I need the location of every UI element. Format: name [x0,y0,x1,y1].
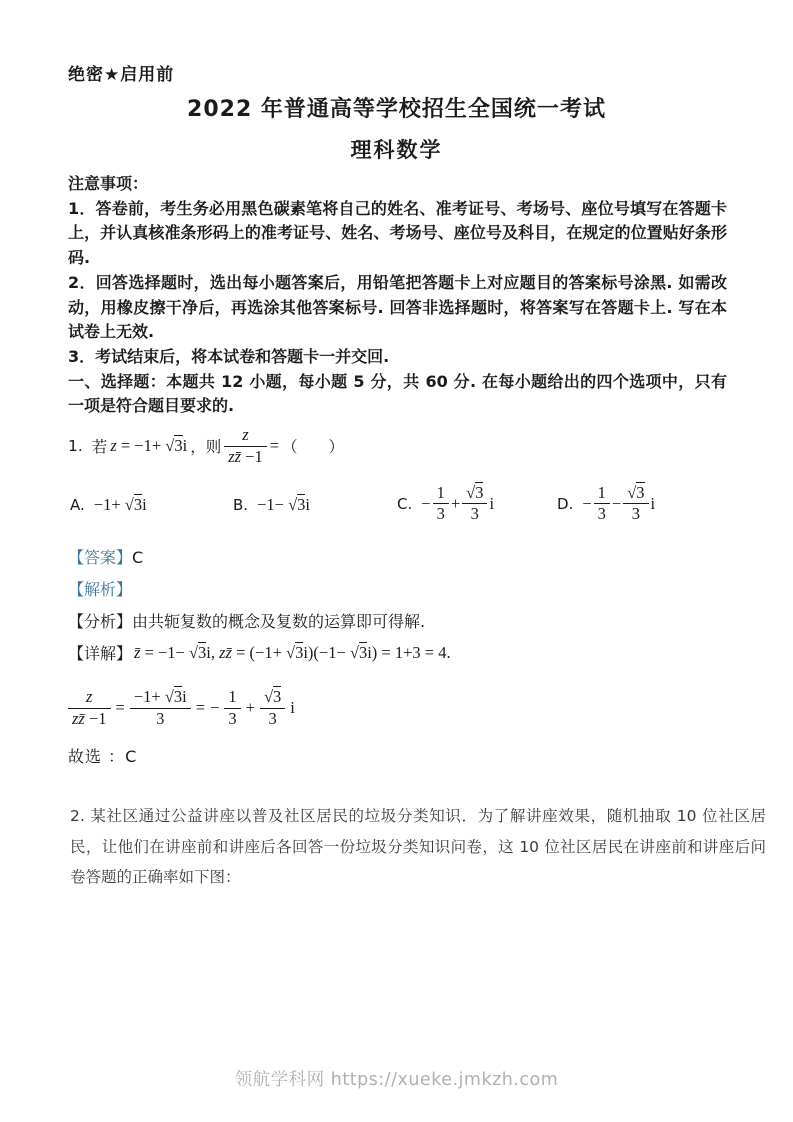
option-d-label: D. [557,494,574,513]
question-1-number: 1. [68,437,83,455]
fraction: √ $\frac{3}{3}$ [260,688,285,728]
fraction: $\frac{1}{3}$ [433,484,449,524]
option-d [557,484,655,524]
option-a-value: −1+ √ 3i [94,495,147,515]
detailed-solution-line [68,641,451,664]
sqrt-radical: √ 3 [264,686,281,706]
section-one-heading: 一、选择题：本题共 12 小题，每小题 5 分，共 60 分. 在每小题给出的四个选项中，只有一项是符合题目要求的. [68,371,727,416]
notice-item-1: 1．答卷前，考生务必用黑色碳素笔将自己的姓名、准考证号、考场号、座位号填写在答题卡上，并认真核准条形码上的准考证号、姓名、考场号、座位号及科目，在规定的位置贴好条形码. [68,198,727,268]
fraction: √ $\frac{3}{3}$ [623,484,648,524]
solution-equation [68,685,295,731]
sqrt-radical: √ 3 [165,686,182,706]
watermark-footer: 领航学科网 https://xueke.jmkzh.com [234,1070,559,1090]
sqrt-radical: √ 3 [286,642,303,662]
fraction: $\frac{1}{3}$ [594,484,610,524]
option-a [70,495,147,515]
sqrt-radical: √ 3 [165,435,182,455]
fraction-denominator: zz̄ −1 [224,446,267,466]
fraction-numerator: −1+ √ 3i [130,688,191,707]
sqrt-radical: √ 3 [288,494,305,514]
answer-value: C [132,548,144,567]
analysis-section-marker [68,577,132,600]
notices-block [68,172,727,419]
answer-marker: 【答案】 [68,548,133,567]
equals-sign: = [195,698,206,717]
sqrt-radical: √ 3 [466,482,483,502]
equals-sign: = [115,698,125,717]
xiangjie-math: z̄ = −1− √ 3i, zz̄ = (−1+ √ 3i)(−1− √ 3i) = 1+3 = 4. [134,643,451,663]
classification-label: 绝密★启用前 [68,65,175,85]
question-1-fraction: $\frac{z}{zz̄ -1}$ [224,426,267,466]
sqrt-radical: √ 3 [125,494,142,514]
fenxi-text: 由共轭复数的概念及复数的运算即可得解. [132,612,426,631]
notices-heading: 注意事项： [68,174,149,193]
option-b [233,495,310,515]
minus-sign: − [210,698,220,717]
analysis-line [68,609,425,632]
fraction-numerator [260,688,285,707]
plus-sign: + [245,698,255,717]
notice-item-3: 3．考试结束后，将本试卷和答题卡一并交回. [68,346,390,366]
option-d-value: − $\frac{1}{3}$ − √ $\frac{3}{3}$ i [582,484,655,524]
question-1-text-then: ，则 [190,438,222,456]
option-c-label: C. [397,494,413,513]
fenxi-marker: 【分析】 [68,612,133,631]
answer-parentheses: （ ） [282,438,345,456]
fraction-z-over-zzbar: $\frac{z}{zz̄ -1}$ [68,688,111,728]
sqrt-radical: √ 3 [627,482,644,502]
exam-subject: 理科数学 [350,138,443,162]
xiangjie-marker: 【详解】 [68,644,133,663]
option-b-label: B. [233,496,249,514]
imaginary-unit: i [290,698,295,717]
answer-line [68,545,143,568]
question-1-given-expression: z = −1+ √ 3i [110,436,187,456]
question-2-stem: 2. 某社区通过公益讲座以普及社区居民的垃圾分类知识．为了解讲座效果，随机抽取 10 位社区居民，让他们在讲座前和讲座后各回答一份垃圾分类知识问卷，这 10 位社区居民在讲座前和讲座后问卷答题的正确率如下图： [70,807,766,887]
question-1-text-if: 若 [91,438,108,456]
fraction-numerator [623,484,648,503]
fraction: $\frac{-1+ √ 3i}{3}$ [130,688,191,728]
notice-item-2: 2．回答选择题时，选出每小题答案后，用铅笔把答题卡上对应题目的答案标号涂黑. 如需改动，用橡皮擦干净后，再选涂其他答案标号. 回答非选择题时，将答案写在答题卡上. 写在本试卷上无效. [68,272,727,342]
equals-sign: = [269,436,280,455]
sqrt-radical: √ 3 [189,642,206,662]
fraction-denominator: zz̄ −1 [68,708,111,728]
option-c [397,484,494,524]
fraction: √ $\frac{3}{3}$ [462,484,487,524]
sqrt-radical: √ 3 [350,642,367,662]
conclusion-line: 故选 ：C [68,747,138,766]
question-1-options [68,481,740,533]
option-c-value: − $\frac{1}{3}$ + √ $\frac{3}{3}$ i [421,484,494,524]
jiexi-marker: 【解析】 [68,580,133,599]
fraction: $\frac{1}{3}$ [224,688,240,728]
question-1-stem [68,422,758,470]
option-b-value: −1− √ 3i [257,495,310,515]
exam-title: 2022 年普通高等学校招生全国统一考试 [187,97,606,122]
fraction-numerator [462,484,487,503]
option-a-label: A. [70,496,85,514]
